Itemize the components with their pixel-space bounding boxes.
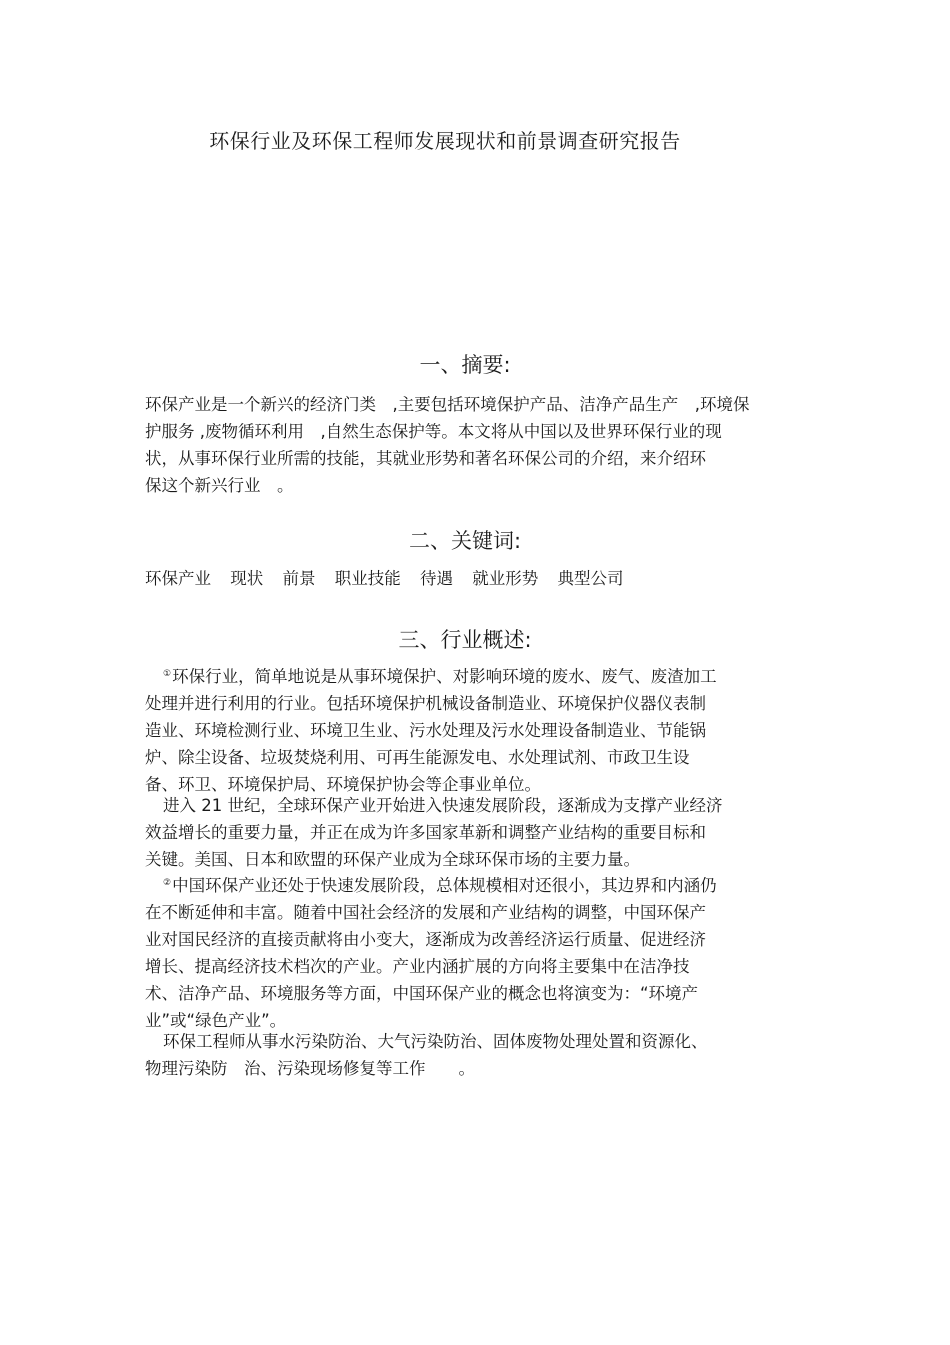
keyword-item: 前景 — [282, 569, 316, 588]
overview-line: 效益增长的重要力量，并正在成为许多国家革新和调整产业结构的重要目标和 — [145, 823, 706, 842]
overview-line: 物理污染防 治、污染现场修复等工作 。 — [145, 1059, 475, 1078]
footnote-marker: ① — [163, 669, 172, 679]
document-title: 环保行业及环保工程师发展现状和前景调查研究报告 — [209, 129, 681, 153]
keywords-heading: 二、关键词: — [408, 529, 522, 553]
keyword-item: 环保产业 — [145, 569, 211, 588]
keyword-item: 待遇 — [420, 569, 453, 588]
keywords-list — [145, 566, 785, 592]
abstract-heading: 一、摘要: — [419, 353, 511, 377]
overview-line: 增长、提高经济技术档次的产业。产业内涵扩展的方向将主要集中在洁净技 — [145, 957, 690, 976]
overview-line: 关键。美国、日本和欧盟的环保产业成为全球环保市场的主要力量。 — [145, 850, 640, 869]
overview-paragraph-2 — [145, 792, 810, 873]
keyword-item: 就业形势 — [472, 569, 539, 588]
footnote-marker: ② — [163, 878, 172, 888]
overview-heading: 三、行业概述: — [398, 628, 532, 652]
abstract-text — [145, 391, 810, 499]
abstract-line: 保这个新兴行业 。 — [145, 476, 294, 495]
overview-line-text: 中国环保产业还处于快速发展阶段，总体规模相对还很小，其边界和内涵仍 — [172, 876, 717, 895]
keyword-item: 职业技能 — [334, 569, 401, 588]
overview-line: 备、环卫、环境保护局、环境保护协会等企事业单位。 — [145, 775, 541, 794]
overview-line: 业对国民经济的直接贡献将由小变大，逐渐成为改善经济运行质量、促进经济 — [145, 930, 706, 949]
overview-line: 业”或“绿色产业”。 — [145, 1011, 287, 1030]
overview-line — [145, 872, 810, 899]
abstract-line: 状，从事环保行业所需的技能，其就业形势和著名环保公司的介绍，来介绍环 — [145, 449, 706, 468]
overview-line — [145, 663, 810, 690]
keyword-item: 典型公司 — [557, 569, 624, 588]
overview-line: 造业、环境检测行业、环境卫生业、污水处理及污水处理设备制造业、节能锅 — [145, 721, 706, 740]
overview-line-text: 环保行业，简单地说是从事环境保护、对影响环境的废水、废气、废渣加工 — [172, 667, 717, 686]
overview-line: 在不断延伸和丰富。随着中国社会经济的发展和产业结构的调整，中国环保产 — [145, 903, 706, 922]
overview-paragraph-3 — [145, 872, 810, 1034]
keyword-item: 现状 — [230, 569, 264, 588]
abstract-line: 环保产业是一个新兴的经济门类 ,主要包括环境保护产品、洁净产品生产 ,环境保 — [145, 395, 750, 414]
overview-line: 环保工程师从事水污染防治、大气污染防治、固体废物处理处置和资源化、 — [163, 1032, 708, 1051]
overview-line: 进入 21 世纪，全球环保产业开始进入快速发展阶段，逐渐成为支撑产业经济 — [163, 796, 723, 815]
overview-line: 术、洁净产品、环境服务等方面，中国环保产业的概念也将演变为：“环境产 — [145, 984, 699, 1003]
abstract-line: 护服务 ,废物循环利用 ,自然生态保护等。本文将从中国以及世界环保行业的现 — [145, 422, 722, 441]
overview-paragraph-4 — [145, 1028, 810, 1082]
overview-line: 处理并进行利用的行业。包括环境保护机械设备制造业、环境保护仪器仪表制 — [145, 694, 706, 713]
overview-paragraph-1 — [145, 663, 810, 798]
overview-line: 炉、除尘设备、垃圾焚烧利用、可再生能源发电、水处理试剂、市政卫生设 — [145, 748, 690, 767]
